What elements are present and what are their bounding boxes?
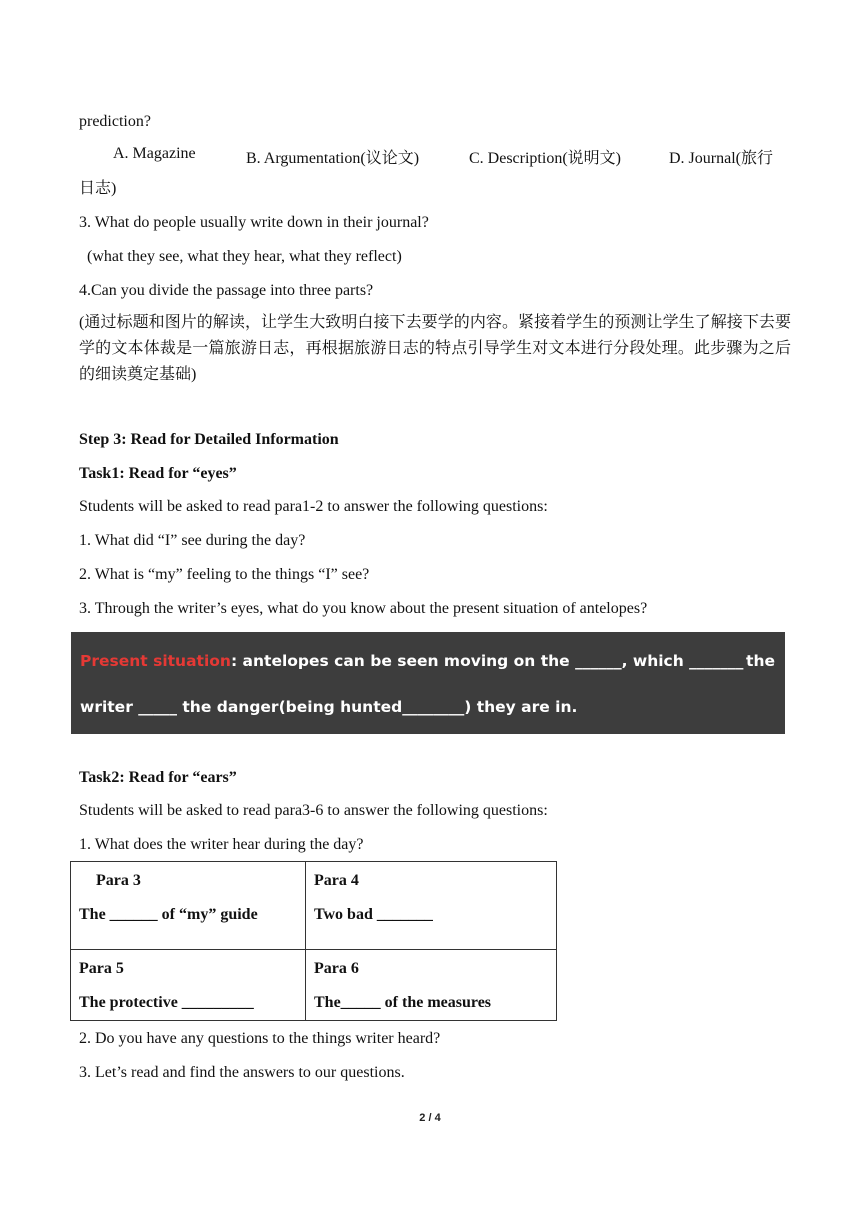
task1-heading: Task1: Read for “eyes” <box>79 465 237 482</box>
option-b: B. Argumentation(议论文) <box>246 150 420 167</box>
task1-intro: Students will be asked to read para1-2 to answer the following questions: <box>79 498 548 515</box>
para6-title: Para 6 <box>314 960 359 977</box>
banner-row-1-text: : antelopes can be seen moving on the ______, which _______ <box>230 652 744 670</box>
option-c: C. Description(说明文) <box>469 150 621 167</box>
table-cell-para3 <box>71 862 306 950</box>
question-4: 4.Can you divide the passage into three parts? <box>79 282 374 299</box>
task2-question-1: 1. What does the writer hear during the day? <box>79 836 364 853</box>
para6-text: The_____ of the measures <box>314 994 492 1011</box>
para4-title: Para 4 <box>314 872 359 889</box>
option-d: D. Journal(旅行 <box>669 150 773 167</box>
task2-intro: Students will be asked to read para3-6 to answer the following questions: <box>79 802 548 819</box>
task2-question-3: 3. Let’s read and find the answers to our questions. <box>79 1064 405 1081</box>
task2-heading: Task2: Read for “ears” <box>79 769 237 786</box>
table-cell-para6 <box>306 950 557 1021</box>
option-a: A. Magazine <box>113 145 196 162</box>
task1-question-1: 1. What did “I” see during the day? <box>79 532 306 549</box>
teaching-note: (通过标题和图片的解读，让学生大致明白接下去要学的内容。紧接着学生的预测让学生了解接下去要学的文本体裁是一篇旅游日志，再根据旅游日志的特点引导学生对文本进行分段处理。此步骤为之后的细读奠定基础) <box>79 314 791 383</box>
para4-text: Two bad _______ <box>314 906 433 923</box>
option-d-continued: 日志) <box>79 180 117 197</box>
task1-question-3: 3. Through the writer’s eyes, what do you know about the present situation of antelopes? <box>79 600 648 617</box>
table-cell-para4 <box>306 862 557 950</box>
present-situation-banner <box>71 632 785 734</box>
answer-options <box>0 145 860 165</box>
banner-label: Present situation <box>80 652 231 670</box>
banner-row-1 <box>80 652 743 670</box>
para3-text: The ______ of “my” guide <box>79 906 258 923</box>
step3-heading: Step 3: Read for Detailed Information <box>79 431 339 448</box>
para5-text: The protective _________ <box>79 994 254 1011</box>
table-cell-para5 <box>71 950 306 1021</box>
task1-question-2: 2. What is “my” feeling to the things “I” see? <box>79 566 370 583</box>
para3-title: Para 3 <box>96 872 141 889</box>
prediction-line: prediction? <box>79 113 151 130</box>
question-3: 3. What do people usually write down in their journal? <box>79 214 429 231</box>
task2-question-2: 2. Do you have any questions to the things writer heard? <box>79 1030 441 1047</box>
banner-row-2: writer _____ the danger(being hunted________) they are in. <box>80 698 578 716</box>
paragraph-table <box>70 861 557 1021</box>
question-3-answer: (what they see, what they hear, what they reflect) <box>87 248 402 265</box>
banner-row-1-tail: the <box>746 652 775 670</box>
para5-title: Para 5 <box>79 960 124 977</box>
page-number: 2 / 4 <box>419 1112 441 1124</box>
